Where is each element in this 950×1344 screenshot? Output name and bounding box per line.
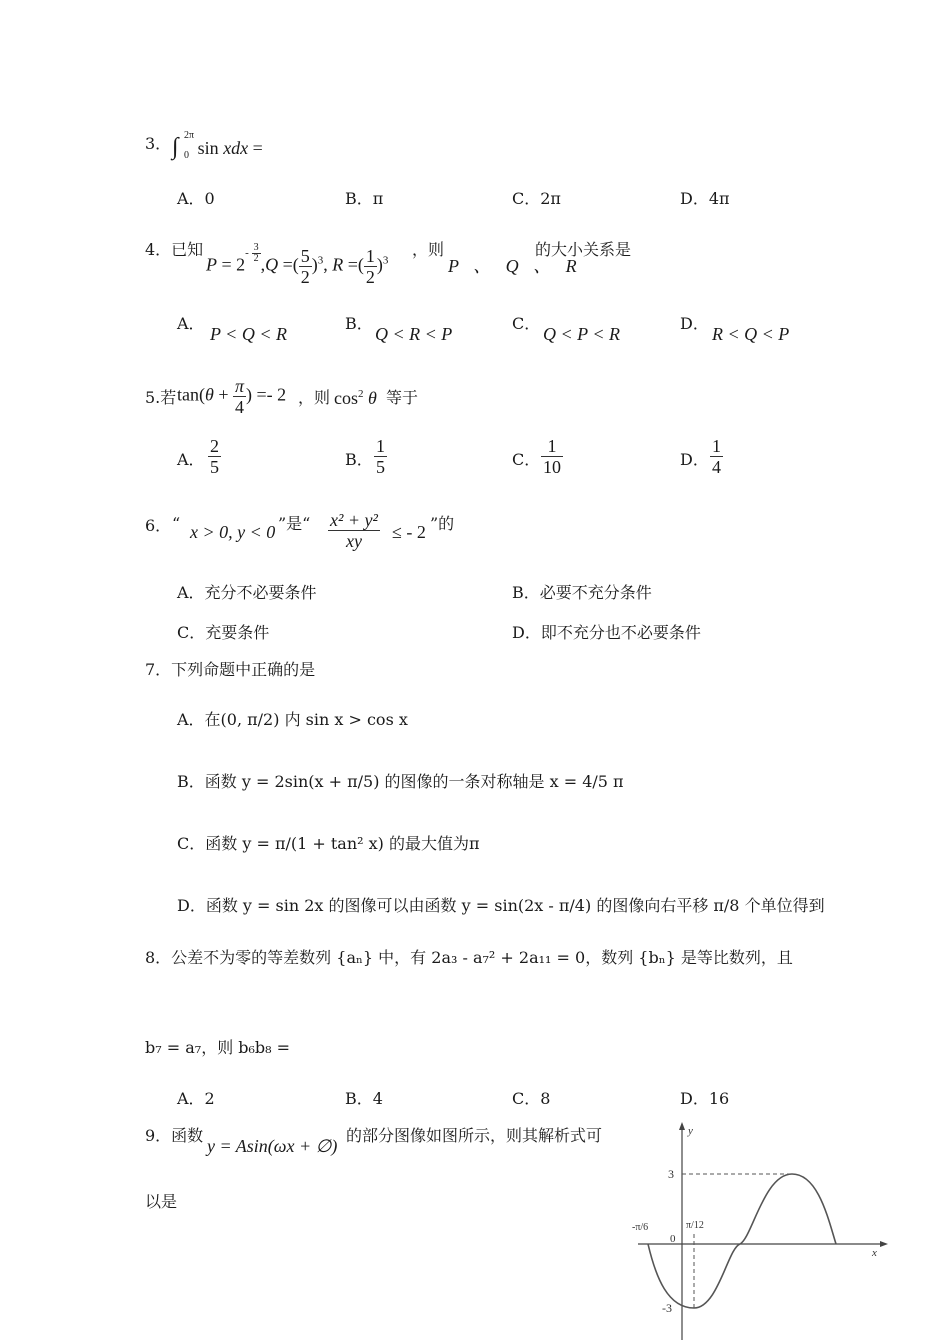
q7-option-a: A．在(0, π/2) 内 sin x > cos x [177,710,408,729]
q5-option-d-label: D． [680,450,709,469]
q7-prompt: 7．下列命题中正确的是 [145,660,316,679]
q4-option-b: Q < R < P [375,324,453,344]
y-axis-arrow-icon [679,1122,685,1130]
q5-cos: $\cos^2 \theta$ [334,388,377,408]
q4-option-a: P < Q < R [210,324,287,344]
q5-option-b-frac: $\frac{1}{5}$ [376,436,385,477]
origin-label: 0 [670,1233,676,1245]
q3-expression: ∫ 2π 0 sin xdx = [172,130,263,161]
q4-option-d-label: D． [680,314,709,333]
q9-prompt-line-2: 以是 [145,1192,178,1211]
q3-option-a: A．0 [177,189,215,208]
q5-prompt: 5.若 [145,388,177,407]
q4-pqr: P 、 Q 、 R [448,256,577,276]
x-mid-label: π/12 [686,1220,704,1231]
q6-number: 6． [145,516,172,535]
q9-sine-graph [628,1118,890,1344]
q9-expression: y = Asin(ωx + ∅) [207,1136,338,1156]
q3-upper-limit: 2π [184,130,195,141]
q6-close: ”的 [430,514,455,533]
q6-option-d: D．即不充分也不必要条件 [512,623,701,642]
q5-option-c-frac: $\frac{1}{10}$ [543,436,561,477]
q4-tail: 的大小关系是 [535,240,632,259]
sine-curve [648,1174,836,1308]
q9-prompt-a: 9．函数 [145,1126,204,1145]
q4-option-b-label: B． [345,314,373,333]
y-axis-label: y [688,1125,693,1137]
q8-option-b: B．4 [345,1089,383,1108]
q5-expression: tan(θ + $\frac{\pi}{4}$ ) =- 2 [177,376,287,417]
q4-option-d: R < Q < P [712,324,790,344]
q8-option-a: A．2 [177,1089,215,1108]
q5-option-b-label: B． [345,450,373,469]
q6-fraction: $\frac{\text{x² + y²}}{xy}$ [330,510,378,551]
q4-expression: $P = 2^{- \frac{3}{2}}$ ,Q =( $\frac{5}{2}$ )$^3$, R =( $\frac{1}{2}$ )$^3$ [206,241,389,287]
x-axis-arrow-icon [880,1241,888,1247]
q9-prompt-b: 的部分图像如图所示，则其解析式可 [346,1126,603,1145]
y-min-label: -3 [662,1301,672,1315]
q7-option-c: C．函数 y = π/(1 + tan² x) 的最大值为π [177,834,480,853]
q8-option-d: D．16 [680,1089,730,1108]
q5-option-c-label: C． [512,450,541,469]
q4-prompt: 4．已知 [145,240,204,259]
q3-option-d: D．4π [680,189,730,208]
q7-option-d: D．函数 y = sin 2x 的图像可以由函数 y = sin(2x - π/4) 的图像向右平移 π/8 个单位得到 [177,896,825,915]
q6-condition-1: x > 0, y < 0 [190,522,276,542]
q5-then: ，则 [298,388,331,407]
q8-option-c: C．8 [512,1089,551,1108]
q8-line-1: 8．公差不为零的等差数列 {aₙ} 中，有 2a₃ - a₇² + 2a₁₁ = 0，数列 {bₙ} 是等比数列，且 [145,948,793,967]
q6-mid: ”是“ [278,514,311,533]
q5-option-a-frac: $\frac{2}{5}$ [210,436,219,477]
q6-option-b: B．必要不充分条件 [512,583,652,602]
q3-option-c: C．2π [512,189,561,208]
q5-option-a-label: A． [177,450,205,469]
q4-then: ，则 [412,240,445,259]
y-max-label: 3 [668,1167,674,1181]
q8-line-2: b₇ = a₇，则 b₆b₈ = [145,1038,291,1057]
q3-option-b: B．π [345,189,384,208]
q5-tail: 等于 [386,388,419,407]
x-axis-label: x [872,1247,877,1259]
q6-open-quote: “ [172,514,181,533]
q6-option-a: A．充分不必要条件 [177,583,317,602]
q6-condition-2: ≤ - 2 [392,522,426,542]
q4-option-c: Q < P < R [543,324,620,344]
x-left-label: -π/6 [632,1222,649,1233]
q7-option-b: B．函数 y = 2sin(x + π/5) 的图像的一条对称轴是 x = 4/5 π [177,772,624,791]
q4-option-a-label: A． [177,314,205,333]
q5-option-d-frac: $\frac{1}{4}$ [712,436,721,477]
q3-number: 3． [145,134,172,153]
q3-lower-limit: 0 [184,150,189,161]
q4-option-c-label: C． [512,314,541,333]
q6-option-c: C．充要条件 [177,623,270,642]
